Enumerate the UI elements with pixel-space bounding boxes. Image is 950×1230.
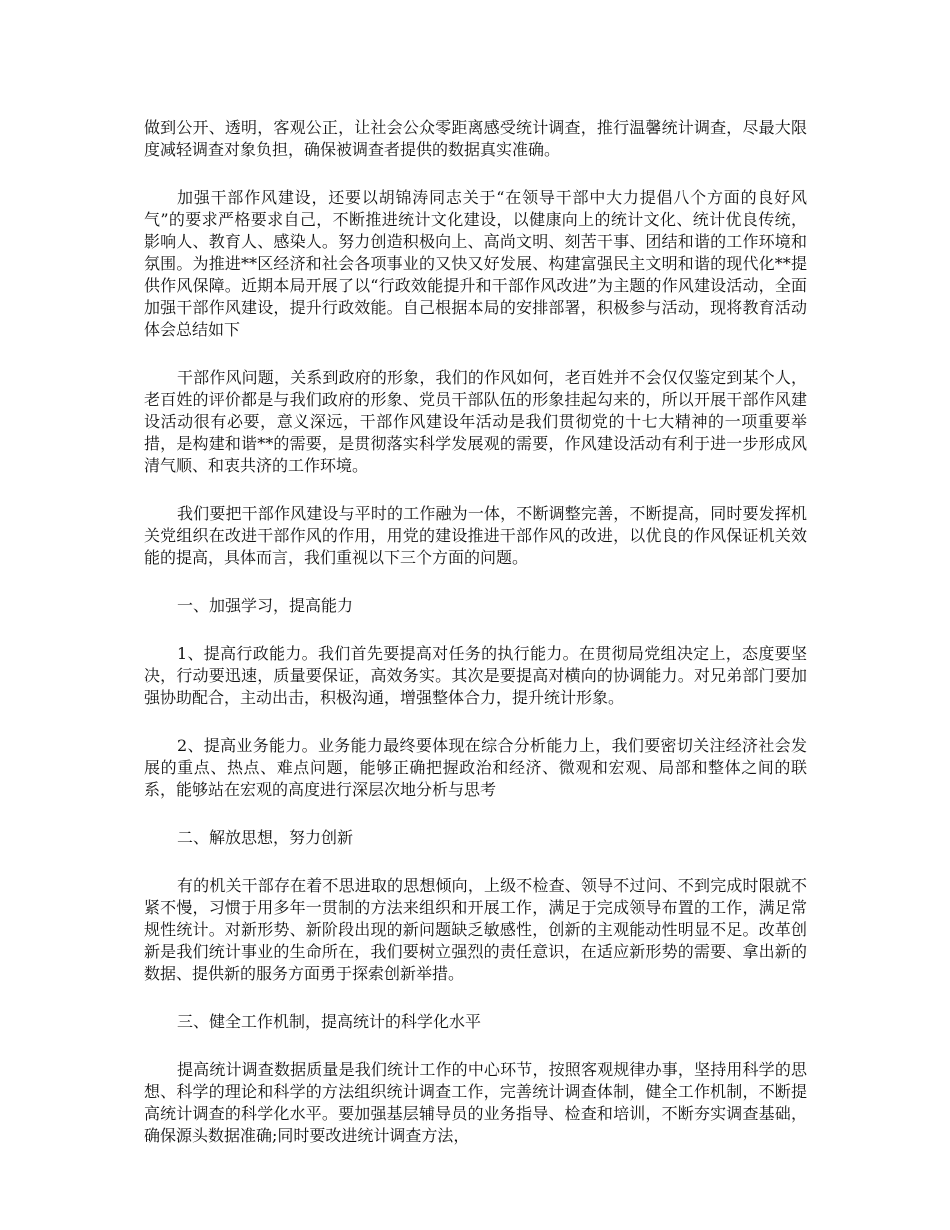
section-heading-3: 三、健全工作机制，提高统计的科学化水平 (177, 1012, 482, 1031)
paragraph-continued: 做到公开、透明，客观公正，让社会公众零距离感受统计调查，推行温馨统计调查，尽最大限度减轻调查对象负担，确保被调查者提供的数据真实准确。 (144, 118, 807, 159)
paragraph-integration: 我们要把干部作风建设与平时的工作融为一体，不断调整完善，不断提高，同时要发挥机关党组织在改进干部作风的作用，用党的建设推进干部作风的改进，以优良的作风保证机关效能的提高，具体而言，我们重视以下三个方面的问题。 (144, 504, 807, 567)
document-page (144, 117, 807, 1173)
paragraph-admin-ability: 1、提高行政能力。我们首先要提高对任务的执行能力。在贯彻局党组决定上，态度要坚决，行动要迅速，质量要保证，高效务实。其次是要提高对横向的协调能力。对兄弟部门要加强协助配合，主动出击，积极沟通，增强整体合力，提升统计形象。 (144, 644, 807, 707)
paragraph-style-building: 加强干部作风建设，还要以胡锦涛同志关于“在领导干部中大力提倡八个方面的良好风气”的要求严格要求自己，不断推进统计文化建设，以健康向上的统计文化、统计优良传统，影响人、教育人、感染人。努力创造积极向上、高尚文明、刻苦干事、团结和谐的工作环境和氛围。为推进**区经济和社会各项事业的又快又好发展、构建富强民主文明和谐的现代化**提供作风保障。近期本局开展了以“行政效能提升和干部作风改进”为主题的作风建设活动，全面加强干部作风建设，提升行政效能。自己根据本局的安排部署，积极参与活动，现将教育活动体会总结如下 (144, 188, 807, 339)
paragraph-innovation: 有的机关干部存在着不思进取的思想倾向，上级不检查、领导不过问、不到完成时限就不紧不慢，习惯于用多年一贯制的方法来组织和开展工作，满足于完成领导布置的工作，满足常规性统计。对新形势、新阶段出现的新问题缺乏敏感性，创新的主观能动性明显不足。改革创新是我们统计事业的生命所在，我们要树立强烈的责任意识，在适应新形势的需要、拿出新的数据、提供新的服务方面勇于探索创新举措。 (144, 876, 807, 983)
paragraph-mechanism: 提高统计调查数据质量是我们统计工作的中心环节，按照客观规律办事，坚持用科学的思想、科学的理论和科学的方法组织统计调查工作，完善统计调查体制，健全工作机制，不断提高统计调查的科学化水平。要加强基层辅导员的业务指导、检查和培训，不断夯实调查基础，确保源头数据准确;同时要改进统计调查方法， (144, 1060, 807, 1145)
section-heading-1: 一、加强学习，提高能力 (177, 596, 354, 615)
section-heading-2: 二、解放思想，努力创新 (177, 828, 354, 847)
paragraph-business-ability: 2、提高业务能力。业务能力最终要体现在综合分析能力上，我们要密切关注经济社会发展的重点、热点、难点问题，能够正确把握政治和经济、微观和宏观、局部和整体之间的联系，能够站在宏观的高度进行深层次地分析与思考 (144, 736, 807, 799)
paragraph-style-issue: 干部作风问题，关系到政府的形象，我们的作风如何，老百姓并不会仅仅鉴定到某个人，老百姓的评价都是与我们政府的形象、党员干部队伍的形象挂起勾来的，所以开展干部作风建设活动很有必要，意义深远，干部作风建设年活动是我们贯彻党的十七大精神的一项重要举措，是构建和谐**的需要，是贯彻落实科学发展观的需要，作风建设活动有利于进一步形成风清气顺、和衷共济的工作环境。 (144, 368, 807, 475)
